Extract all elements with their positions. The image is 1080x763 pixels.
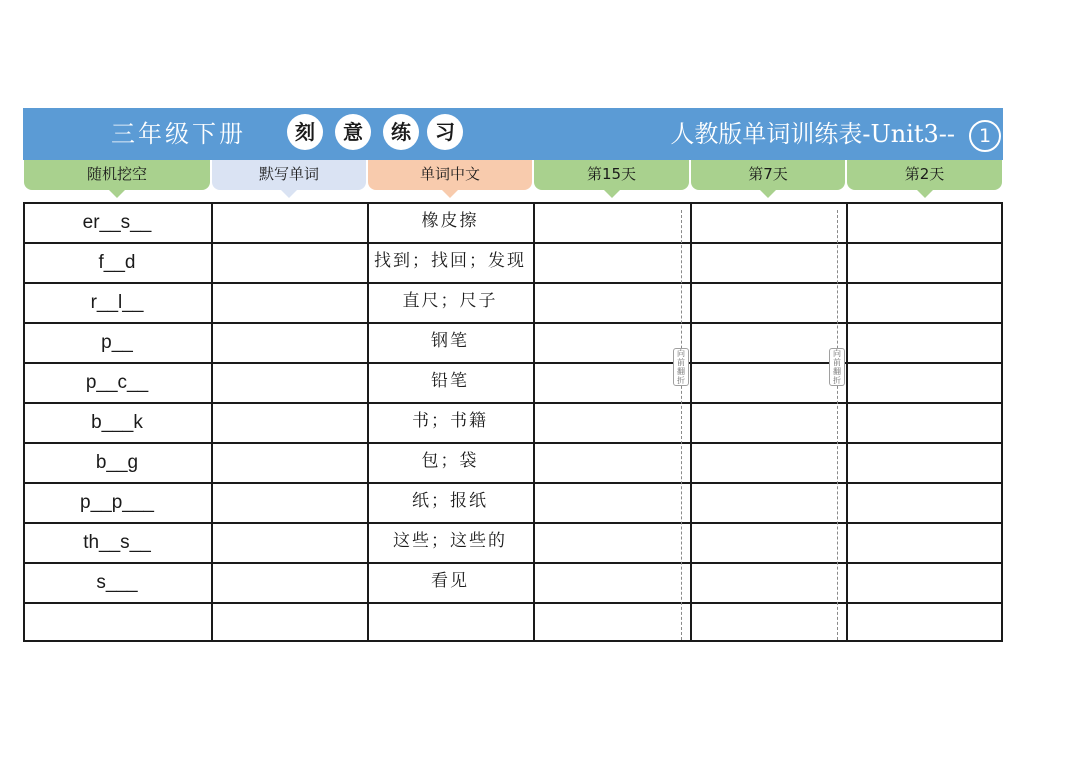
meaning-cell: 找到；找回；发现	[374, 251, 526, 271]
dictation-cell[interactable]	[213, 444, 367, 482]
column-header-strip	[23, 160, 1003, 198]
unit-label: -Unit3--	[862, 120, 955, 148]
title-banner	[23, 108, 1003, 160]
meaning-cell: 铅笔	[431, 371, 469, 391]
dictation-cell[interactable]	[213, 204, 367, 242]
col-header-dictation: 默写单词	[212, 160, 366, 190]
meaning-cell	[367, 601, 533, 641]
dictation-cell[interactable]	[213, 564, 367, 602]
meaning-cell: 钢笔	[431, 331, 469, 351]
column-divider	[533, 202, 535, 642]
blank-word-cell: s___	[96, 572, 138, 593]
col-header-day15: 第15天	[534, 160, 689, 190]
dictation-cell[interactable]	[213, 404, 367, 442]
dictation-cell[interactable]	[213, 284, 367, 322]
dictation-cell[interactable]	[213, 484, 367, 522]
meaning-cell: 书；书籍	[412, 411, 488, 431]
blank-word-cell	[23, 603, 211, 643]
column-divider	[846, 202, 848, 642]
dictation-cell[interactable]	[213, 244, 367, 282]
blank-word-cell: f__d	[98, 252, 136, 273]
blank-word-cell: p__	[101, 332, 133, 353]
practice-char-3: 练	[383, 114, 419, 150]
sheet-title	[670, 114, 955, 154]
blank-word-cell: b___k	[91, 412, 143, 433]
col-header-day7: 第7天	[691, 160, 845, 190]
fold-note: 向前翻折	[829, 348, 845, 386]
column-divider	[1001, 202, 1003, 642]
meaning-cell: 包；袋	[421, 451, 479, 471]
fold-guide-day15	[681, 210, 682, 640]
practice-char-1: 刻	[287, 114, 323, 150]
fold-note: 向前翻折	[673, 348, 689, 386]
meaning-cell: 橡皮擦	[421, 211, 479, 231]
grade-title: 三年级下册	[111, 120, 246, 148]
blank-word-cell: b__g	[95, 452, 139, 473]
col-header-meaning: 单词中文	[368, 160, 532, 190]
practice-char-4: 习	[427, 114, 463, 150]
col-header-blank: 随机挖空	[24, 160, 210, 190]
word-table	[23, 202, 1003, 642]
worksheet	[23, 108, 1003, 642]
dictation-cell[interactable]	[213, 364, 367, 402]
col-header-day2: 第2天	[847, 160, 1002, 190]
unit-number-badge: 1	[969, 120, 1001, 152]
dictation-cell[interactable]	[213, 604, 367, 642]
sheet-title-text: 人教版单词训练表	[670, 120, 863, 148]
blank-word-cell: er__s__	[82, 212, 152, 233]
fold-guide-day7	[837, 210, 838, 640]
blank-word-cell: p__p___	[80, 492, 154, 513]
meaning-cell: 直尺；尺子	[402, 291, 498, 311]
meaning-cell: 纸；报纸	[412, 491, 488, 511]
blank-word-cell: th__s__	[83, 532, 151, 553]
meaning-cell: 看见	[431, 571, 469, 591]
blank-word-cell: r__l__	[90, 292, 144, 313]
column-divider	[690, 202, 692, 642]
meaning-cell: 这些；这些的	[393, 531, 507, 551]
dictation-cell[interactable]	[213, 324, 367, 362]
blank-word-cell: p__c__	[85, 372, 149, 393]
dictation-cell[interactable]	[213, 524, 367, 562]
practice-char-2: 意	[335, 114, 371, 150]
